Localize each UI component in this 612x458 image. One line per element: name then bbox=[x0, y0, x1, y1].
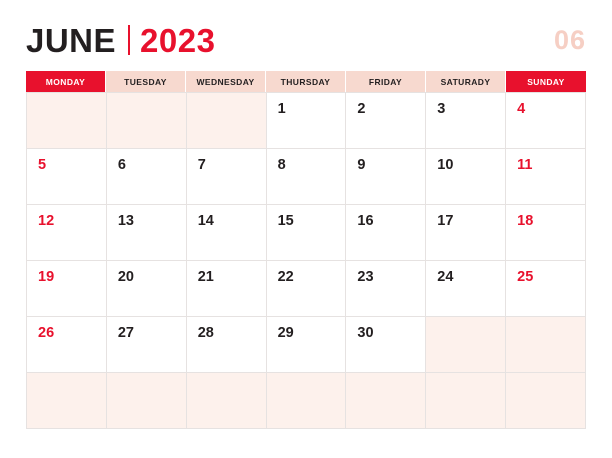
day-cell-empty bbox=[426, 373, 506, 429]
day-number: 15 bbox=[277, 213, 294, 229]
day-number: 12 bbox=[38, 213, 55, 229]
year-title: 2023 bbox=[140, 21, 216, 59]
week-row bbox=[27, 261, 586, 317]
day-number: 2 bbox=[357, 101, 366, 117]
day-cell[interactable] bbox=[107, 317, 187, 373]
day-cell[interactable] bbox=[107, 205, 187, 261]
day-number: 20 bbox=[117, 269, 134, 285]
day-number: 5 bbox=[38, 157, 47, 173]
day-cell[interactable] bbox=[346, 149, 426, 205]
day-cell[interactable] bbox=[506, 149, 586, 205]
week-row bbox=[27, 149, 586, 205]
day-number: 10 bbox=[437, 157, 454, 173]
calendar-header bbox=[26, 18, 586, 62]
day-number: 11 bbox=[517, 157, 533, 173]
day-number: 4 bbox=[517, 101, 526, 117]
day-number: 6 bbox=[117, 157, 126, 173]
day-number: 19 bbox=[38, 269, 55, 285]
day-cell-empty bbox=[187, 373, 267, 429]
day-number: 26 bbox=[38, 325, 55, 341]
day-cell[interactable] bbox=[187, 149, 267, 205]
day-number: 28 bbox=[197, 325, 214, 341]
day-cell-empty bbox=[187, 93, 267, 149]
day-cell[interactable] bbox=[187, 205, 267, 261]
day-cell[interactable] bbox=[426, 261, 506, 317]
day-cell[interactable] bbox=[267, 205, 347, 261]
day-cell-empty bbox=[107, 93, 187, 149]
day-cell[interactable] bbox=[27, 261, 107, 317]
day-number: 24 bbox=[437, 269, 454, 285]
day-cell[interactable] bbox=[426, 205, 506, 261]
day-cell[interactable] bbox=[27, 317, 107, 373]
day-cell[interactable] bbox=[27, 205, 107, 261]
day-number: 8 bbox=[277, 157, 286, 173]
week-row bbox=[27, 205, 586, 261]
day-cell[interactable] bbox=[187, 261, 267, 317]
week-row bbox=[27, 93, 586, 149]
weekday-header-2: WEDNESDAY bbox=[186, 71, 266, 92]
day-number: 18 bbox=[517, 213, 534, 229]
day-cell[interactable] bbox=[506, 261, 586, 317]
weekday-header-3: THURSDAY bbox=[266, 71, 346, 92]
weekday-header-5: SATURADY bbox=[426, 71, 506, 92]
day-cell-empty bbox=[267, 373, 347, 429]
day-cell[interactable] bbox=[267, 93, 347, 149]
weekday-header-1: TUESDAY bbox=[106, 71, 186, 92]
day-number: 29 bbox=[277, 325, 294, 341]
day-cell[interactable] bbox=[107, 261, 187, 317]
day-number: 13 bbox=[117, 213, 134, 229]
day-cell[interactable] bbox=[346, 93, 426, 149]
day-cell-empty bbox=[346, 373, 426, 429]
day-cell-empty bbox=[27, 93, 107, 149]
day-number: 16 bbox=[357, 213, 374, 229]
day-cell-empty bbox=[107, 373, 187, 429]
weekday-header-row bbox=[26, 71, 586, 92]
day-number: 14 bbox=[197, 213, 214, 229]
day-cell[interactable] bbox=[346, 317, 426, 373]
day-cell[interactable] bbox=[346, 205, 426, 261]
day-cell[interactable] bbox=[267, 317, 347, 373]
day-number: 21 bbox=[197, 269, 214, 285]
day-number: 17 bbox=[437, 213, 454, 229]
day-cell[interactable] bbox=[506, 205, 586, 261]
day-number: 27 bbox=[117, 325, 134, 341]
day-cell[interactable] bbox=[267, 261, 347, 317]
day-number: 3 bbox=[437, 101, 446, 117]
weekday-header-0: MONDAY bbox=[26, 71, 106, 92]
month-number: 06 bbox=[553, 24, 586, 55]
day-cell[interactable] bbox=[107, 149, 187, 205]
day-number: 22 bbox=[277, 269, 294, 285]
day-number: 30 bbox=[357, 325, 374, 341]
day-cell-empty bbox=[27, 373, 107, 429]
day-cell-empty bbox=[506, 317, 586, 373]
day-number: 1 bbox=[277, 101, 286, 117]
day-cell-empty bbox=[426, 317, 506, 373]
day-cell[interactable] bbox=[506, 93, 586, 149]
day-number: 7 bbox=[197, 157, 206, 173]
day-cell[interactable] bbox=[426, 149, 506, 205]
title-divider bbox=[128, 25, 130, 55]
month-title: JUNE bbox=[26, 21, 117, 59]
day-cell[interactable] bbox=[187, 317, 267, 373]
day-number: 9 bbox=[357, 157, 366, 173]
weekday-header-4: FRIDAY bbox=[346, 71, 426, 92]
day-cell[interactable] bbox=[346, 261, 426, 317]
day-cell[interactable] bbox=[27, 149, 107, 205]
calendar-weeks bbox=[26, 92, 586, 429]
day-cell[interactable] bbox=[426, 93, 506, 149]
week-row bbox=[27, 317, 586, 373]
calendar-grid bbox=[26, 71, 586, 429]
day-number: 25 bbox=[517, 269, 534, 285]
day-cell-empty bbox=[506, 373, 586, 429]
weekday-header-6: SUNDAY bbox=[506, 71, 586, 92]
week-row bbox=[27, 373, 586, 429]
day-number: 23 bbox=[357, 269, 374, 285]
day-cell[interactable] bbox=[267, 149, 347, 205]
